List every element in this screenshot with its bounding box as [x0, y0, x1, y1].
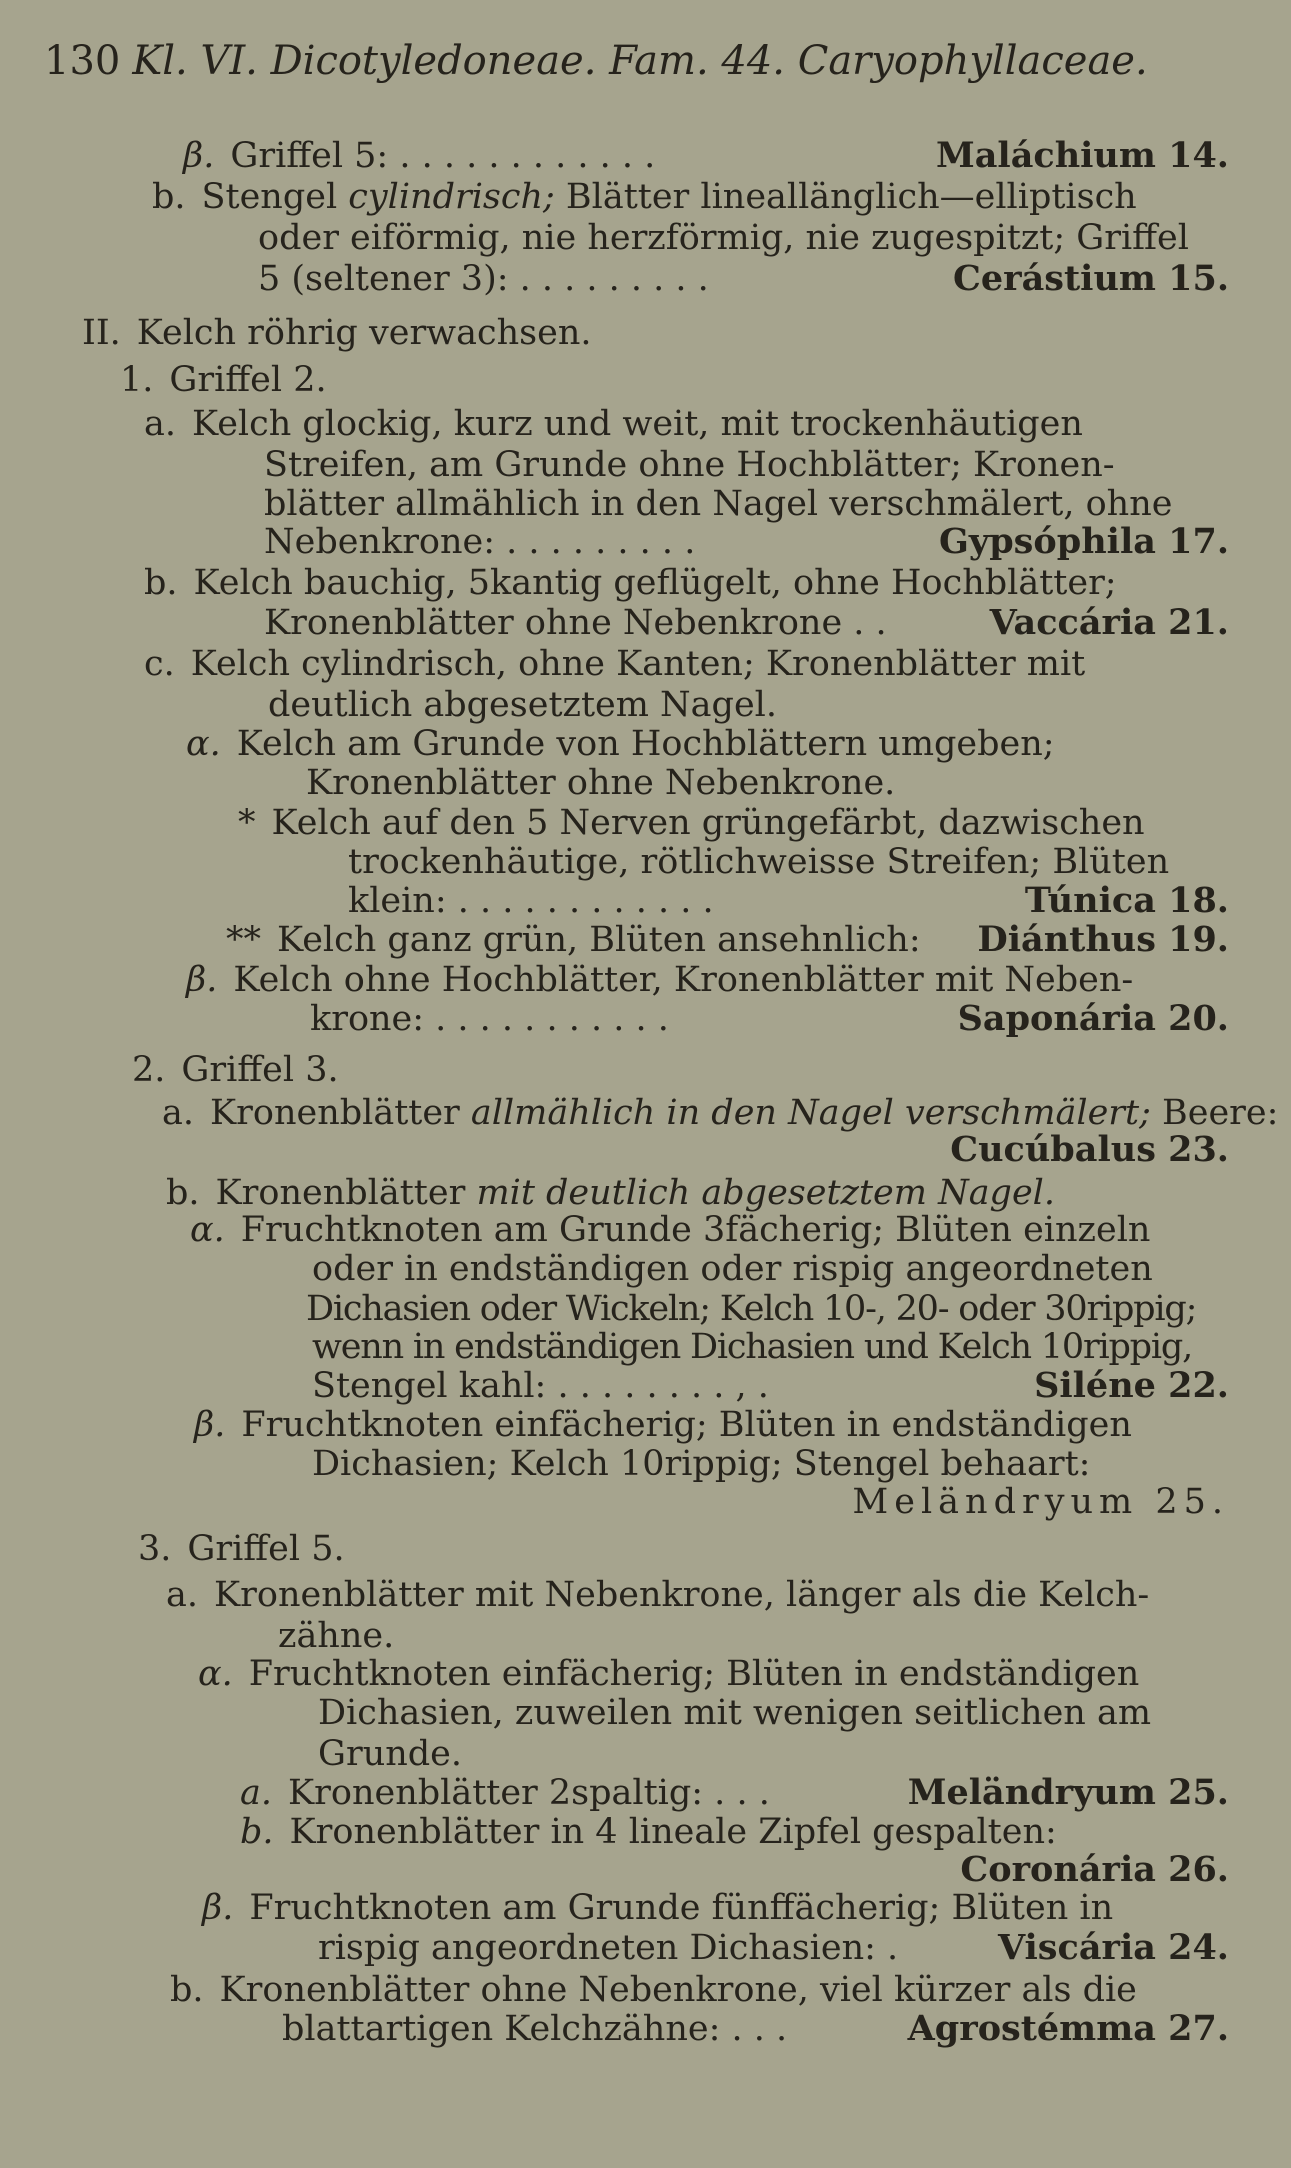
key-line: krone: . . . . . . . . . . .: [310, 999, 669, 1039]
genus-name: Coronária 26.: [960, 1849, 1229, 1890]
key-line: β. Fruchtknoten am Grunde fünffächerig; Blüten in: [202, 1888, 1114, 1928]
key-line: oder in endständigen oder rispig angeordneten: [312, 1249, 1153, 1289]
key-line: trockenhäutige, rötlichweisse Streifen; Blüten: [348, 842, 1170, 882]
key-line: 5 (seltener 3): . . . . . . . . .: [258, 259, 709, 299]
key-line: wenn in endständigen Dichasien und Kelch 10rippig,: [312, 1327, 1193, 1367]
key-line: rispig angeordneten Dichasien: .: [318, 1928, 899, 1968]
genus-name: Meländryum 25.: [907, 1772, 1229, 1813]
genus-name: Meländryum 25.: [852, 1482, 1229, 1522]
key-line: a. Kronenblätter mit Nebenkrone, länger als die Kelch-: [166, 1575, 1150, 1615]
key-line: Stengel kahl: . . . . . . . . , .: [312, 1366, 769, 1406]
genus-name: Siléne 22.: [1034, 1365, 1229, 1406]
genus-name: Viscária 24.: [997, 1927, 1229, 1968]
genus-name: Vaccária 21.: [989, 602, 1229, 643]
key-line: blätter allmählich in den Nagel verschmälert, ohne: [264, 484, 1173, 524]
key-line: klein: . . . . . . . . . . . .: [348, 881, 714, 921]
genus-name: Saponária 20.: [957, 998, 1229, 1039]
key-line: a. Kronenblätter 2spaltig: . . .: [240, 1773, 770, 1813]
key-line: 2. Griffel 3.: [132, 1050, 339, 1090]
genus-name: Cucúbalus 23.: [950, 1129, 1229, 1170]
genus-name: Diánthus 19.: [977, 919, 1229, 960]
key-line: 3. Griffel 5.: [138, 1529, 345, 1569]
key-line: * Kelch auf den 5 Nerven grüngefärbt, dazwischen: [238, 803, 1145, 843]
key-line: Dichasien, zuweilen mit wenigen seitlichen am: [318, 1693, 1152, 1733]
key-line: β. Fruchtknoten einfächerig; Blüten in endständigen: [194, 1405, 1132, 1445]
key-line: Kronenblätter ohne Nebenkrone.: [306, 763, 896, 803]
key-line: β. Kelch ohne Hochblätter, Kronenblätter mit Neben-: [186, 960, 1134, 1000]
key-line: oder eiförmig, nie herzförmig, nie zugespitzt; Griffel: [258, 218, 1189, 258]
key-line: b. Stengel cylindrisch; Blätter lineallänglich—elliptisch: [152, 177, 1137, 217]
page-number: 130: [44, 38, 121, 84]
key-line: Streifen, am Grunde ohne Hochblätter; Kronen-: [264, 445, 1115, 485]
key-line: α. Fruchtknoten am Grunde 3fächerig; Blüten einzeln: [190, 1210, 1151, 1250]
genus-name: Túnica 18.: [1024, 880, 1229, 921]
genus-name: Maláchium 14.: [935, 135, 1229, 176]
key-line: b. Kronenblätter in 4 lineale Zipfel gespalten:: [240, 1812, 1057, 1852]
key-line: Nebenkrone: . . . . . . . . .: [264, 522, 696, 562]
key-line: deutlich abgesetztem Nagel.: [268, 685, 777, 725]
key-line: 1. Griffel 2.: [120, 360, 327, 400]
key-line: b. Kelch bauchig, 5kantig geflügelt, ohne Hochblätter;: [144, 563, 1117, 603]
key-line: a. Kelch glockig, kurz und weit, mit trockenhäutigen: [144, 404, 1083, 444]
page-header: [44, 38, 1148, 84]
key-line: Kronenblätter ohne Nebenkrone . .: [264, 603, 887, 643]
key-line: Dichasien oder Wickeln; Kelch 10-, 20- oder 30rippig;: [306, 1289, 1197, 1329]
key-line: ** Kelch ganz grün, Blüten ansehnlich:: [226, 920, 921, 960]
genus-name: Cerástium 15.: [953, 258, 1229, 299]
key-line: zähne.: [278, 1616, 395, 1656]
genus-name: Gypsóphila 17.: [938, 521, 1229, 562]
key-line: c. Kelch cylindrisch, ohne Kanten; Kronenblätter mit: [144, 644, 1086, 684]
key-line: Dichasien; Kelch 10rippig; Stengel behaart:: [312, 1444, 1091, 1484]
key-line: a. Kronenblätter allmählich in den Nagel verschmälert; Beere:: [162, 1093, 1279, 1133]
key-line: β. Griffel 5: . . . . . . . . . . . .: [183, 136, 656, 176]
key-line: α. Kelch am Grunde von Hochblättern umgeben;: [186, 724, 1055, 764]
genus-name: Agrostémma 27.: [907, 2008, 1229, 2049]
key-line: b. Kronenblätter ohne Nebenkrone, viel kürzer als die: [170, 1970, 1137, 2010]
key-line: Grunde.: [318, 1734, 463, 1774]
key-line: α. Fruchtknoten einfächerig; Blüten in endständigen: [198, 1654, 1140, 1694]
key-line: blattartigen Kelchzähne: . . .: [282, 2009, 788, 2049]
key-line: b. Kronenblätter mit deutlich abgesetztem Nagel.: [166, 1173, 1055, 1213]
running-title: Kl. VI. Dicotyledoneae. Fam. 44. Caryophyllaceae.: [132, 38, 1148, 84]
key-line: II. Kelch röhrig verwachsen.: [82, 313, 592, 353]
